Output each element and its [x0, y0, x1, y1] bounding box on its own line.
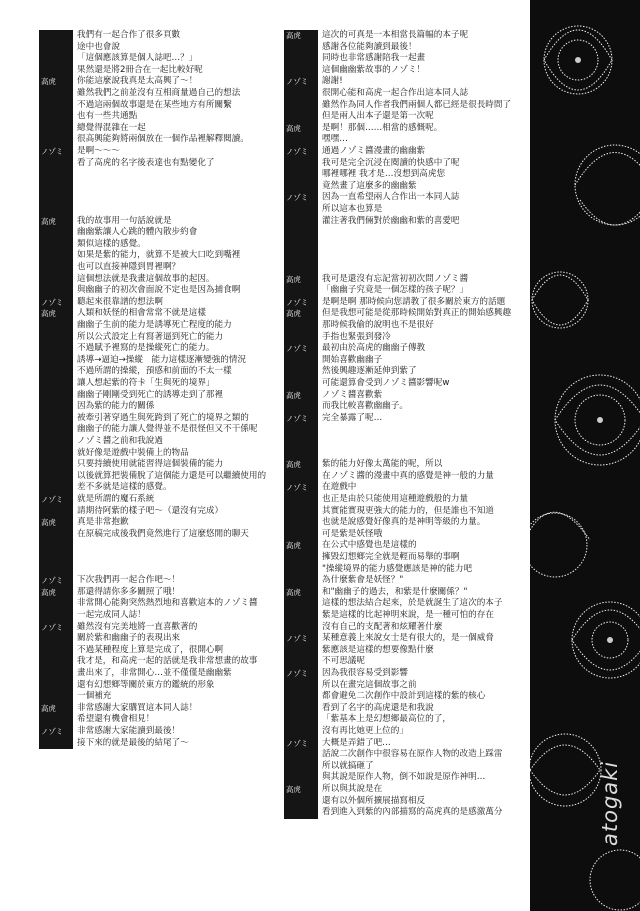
dialogue-line: 總覺得混雜在一起	[77, 122, 146, 133]
dialogue-line: 同時也非常感謝陪我一起畫	[322, 53, 426, 64]
speaker-label: 高虎	[41, 309, 56, 319]
dialogue-line: 下次我們再一起合作吧～！	[77, 575, 181, 586]
dialogue-line: 哪裡哪裡 我才是…沒想到高虎您	[322, 169, 446, 180]
dialogue-line: 途中也會說	[77, 41, 120, 52]
dialogue-line: 我可是還沒有忘記當初初次問ノゾミ醬	[322, 273, 469, 284]
dialogue-line: 大概是弄錯了吧…	[322, 737, 391, 748]
dialogue-column-right	[284, 30, 524, 819]
speaker-label: ノゾミ	[41, 727, 64, 736]
dialogue-line: 不過某種程度上算是完成了，很開心啊	[77, 644, 224, 655]
dialogue-line: 是啊是啊 那時候向您請教了很多關於東方的話題	[322, 296, 506, 307]
dialogue-line: 而我比較喜歡幽幽子。	[322, 401, 408, 412]
speaker-label: 高虎	[286, 390, 301, 400]
dialogue-line: 在ノゾミ醬的漫畫中真的感覺是神一般的力量	[322, 470, 494, 481]
dialogue-line: 與幽幽子的初次會面說不定也是因為捕食啊	[77, 285, 241, 296]
dialogue-line: 雖然沒有完美地將一直喜歡著的	[77, 621, 198, 632]
dialogue-line: 聽起來很靠譜的想法啊	[77, 296, 163, 307]
dialogue-line: 接下來的就是最後的結尾了～	[77, 737, 189, 748]
dialogue-line: 那時候我偷的說明也不是很好	[322, 320, 434, 330]
speaker-label: 高虎	[286, 541, 301, 551]
speaker-label: 高虎	[41, 518, 56, 528]
speaker-label: ノゾミ	[286, 77, 309, 87]
dialogue-line: "操縱境界的能力感覺應該是神的能力吧	[322, 563, 473, 574]
dialogue-line: 竟然畫了這麼多的幽幽紫	[322, 180, 417, 191]
speaker-label: ノゾミ	[286, 634, 309, 644]
dialogue-line: 你能這麼說我真是太高興了～！	[77, 76, 198, 87]
dialogue-column-left	[39, 30, 271, 749]
dialogue-line: 看到進入到紫的內部描寫的高虎真的是感激萬分	[322, 807, 503, 818]
dialogue-line: 畫出來了，非常開心…並不僅僅是幽幽紫	[77, 668, 232, 678]
floral-pattern-graphic	[530, 0, 640, 911]
dialogue-line: 謝謝!	[322, 76, 343, 87]
dialogue-line: 為什麼紫會是妖怪？"	[322, 575, 404, 586]
dialogue-line: 因為我很容易受到影響	[322, 668, 408, 678]
dialogue-line: 這樣的想法結合起來，於是就誕生了這次的本子	[322, 598, 503, 609]
dialogue-line: 所以與其說是在	[322, 784, 383, 794]
dialogue-line: 灌注著我們倆對於幽幽和紫的喜愛吧	[322, 215, 460, 226]
dialogue-line: 其實能實現更強大的能力的，但是誰也不知道	[322, 505, 494, 516]
dialogue-line: 不過這兩個故事還是在某些地方有所關繫	[77, 99, 232, 110]
dialogue-line: 也就是說感覺好像真的是神明等級的力量。	[322, 517, 486, 528]
dialogue-line: 不過賦予裡寫的是操縱死亡的能力。	[77, 343, 215, 354]
dialogue-line: 還有幻想鄉等關於東方的鑑統的形象	[77, 679, 215, 690]
dialogue-line: 也可以直接神隱到胃裡啊？	[77, 262, 181, 272]
dialogue-line: 非常開心能夠突然熱烈地和喜歡這本的ノゾミ醬	[77, 598, 258, 609]
dialogue-line: 這個想法就是我畫這個故事的起因。	[77, 273, 215, 284]
dialogue-line: 一起完成同人誌！	[77, 610, 146, 620]
dialogue-line: 但是我想可能是從那時候開始對真正的開始感興趣	[322, 308, 512, 319]
speaker-label: 高虎	[286, 587, 301, 597]
dialogue-line: 與其說是原作人物，倒不如說是原作神明…	[322, 772, 486, 783]
dialogue-line: 如果是紫的能力，就算不是被大口吃到嘴裡	[77, 250, 241, 261]
dialogue-line: 很開心能和高虎一起合作出這本同人誌	[322, 88, 469, 98]
dialogue-line: 是啊～～～	[77, 146, 120, 156]
speaker-label: ノゾミ	[41, 297, 64, 307]
dialogue-line: 然後興趣逐漸延伸到紫了	[322, 366, 417, 377]
dialogue-line: 但是兩人出本子還是第一次呢	[322, 111, 434, 122]
speaker-label: ノゾミ	[41, 147, 64, 156]
dialogue-line: 我可是完全沉浸在閱讀的快感中了呢	[322, 157, 460, 168]
dialogue-line: 「紫基本上是幻想鄉最高位的了，	[322, 714, 451, 725]
dialogue-line: 因為紫的能力的關係	[77, 401, 155, 412]
dialogue-line: 幽幽紫讓人心跳的體內散步約會	[77, 227, 198, 238]
speaker-label: ノゾミ	[286, 344, 309, 354]
dialogue-line: 可是紫是妖怪哦	[322, 528, 383, 539]
dialogue-line: 沒有再比她更上位的」	[322, 726, 408, 736]
dialogue-line: 那還得請你多多關照了哦！	[77, 586, 181, 597]
dialogue-line: 以後就算把裝備脫了這個能力還是可以繼續使用的	[77, 470, 267, 481]
dialogue-line: 誘導→逼迫→操縱 能力這樣逐漸變強的情況	[77, 354, 247, 365]
dialogue-line: 我們有一起合作了很多頁數	[77, 30, 181, 40]
dialogue-line: 關於紫和幽幽子的表現出來	[77, 633, 181, 644]
dialogue-line: 只要持續使用就能習得這個裝備的能力	[77, 459, 224, 470]
dialogue-line: 幽幽子生前的能力是誘導死亡程度的能力	[77, 320, 232, 330]
dialogue-line: 在遊戲中	[322, 482, 357, 493]
speaker-label: ノゾミ	[286, 669, 309, 678]
speaker-label: ノゾミ	[286, 483, 309, 493]
dialogue-line: 不可思議呢	[322, 656, 365, 667]
speaker-label: 高虎	[286, 785, 301, 794]
dialogue-line: 擁毀幻想鄉完全就是輕而易舉的事啊	[322, 552, 460, 562]
dialogue-line: 被牽引著穿過生與死跨到了死亡的境界之類的	[77, 412, 249, 423]
dialogue-line: 開始喜歡幽幽子	[322, 354, 383, 365]
dialogue-line: 差不多就是這樣的感覺。	[77, 482, 172, 493]
speaker-label: ノゾミ	[286, 193, 309, 203]
speaker-label: ノゾミ	[286, 297, 309, 307]
dialogue-line: 就好像是遊戲中裝備上的物品	[77, 447, 189, 458]
dialogue-line: 類似這樣的感覺。	[77, 238, 146, 249]
dialogue-line: 所以就搞砸了	[322, 760, 374, 771]
speaker-label: ノゾミ	[41, 622, 64, 632]
dialogue-line: 所以在畫完這個故事之前	[322, 679, 417, 690]
dialogue-line: 可能還算會受到ノゾミ醬影響呢w	[322, 378, 450, 388]
dialogue-line: ノゾミ醬之前和我說過	[77, 436, 163, 446]
dialogue-line: 通過ノゾミ醬漫畫的幽幽紫	[322, 146, 426, 156]
dialogue-line: 幽幽子的能力讓人覺得並不是很怪但又不干係呢	[77, 424, 258, 435]
dialogue-line: 這個幽幽紫故事的ノゾミ！	[322, 64, 426, 75]
speaker-label: 高虎	[41, 77, 56, 87]
dialogue-line: 這次的可真是一本相當長篇幅的本子呢	[322, 30, 469, 40]
afterword-label: atogaki	[598, 760, 622, 846]
dialogue-line: 「幽幽子究竟是一個怎樣的孩子呢？」	[322, 285, 469, 296]
speaker-label: ノゾミ	[286, 147, 309, 156]
dialogue-line: 看了高虎的名字後表達也有點變化了	[77, 157, 215, 168]
speaker-label: 高虎	[41, 587, 56, 597]
dialogue-line: 所以公式設定上有寫著逼到死亡的能力	[77, 331, 224, 342]
dialogue-line: 雖然作為同人作者我們兩個人都已經是很長時間了	[322, 99, 512, 110]
dialogue-line: 某種意義上來說女士是有很大的，是一個威脅	[322, 633, 494, 644]
dialogue-line: 手指也緊張到發冷	[322, 331, 391, 342]
dialogue-line: 紫的能力好像太萬能的呢，所以	[322, 459, 443, 470]
dialogue-line: 是啊！那個……相當的感慨呢。	[322, 122, 443, 133]
dialogue-line: 請期待阿紫的樣子吧～（還沒有完成）	[77, 505, 224, 516]
dialogue-line: 紫是這樣的比起神明來說，是一種可怕的存在	[322, 610, 494, 620]
dialogue-line: 都會避免二次創作中設計到這樣的紫的核心	[322, 691, 486, 702]
dialogue-line: 就是所謂的魔石系統	[77, 494, 155, 504]
dialogue-line: 雖然我們之前並沒有互相商量過自己的想法	[77, 88, 241, 98]
dialogue-line: 非常感謝大家購買這本同人誌！	[77, 702, 198, 713]
dialogue-line: 也有一些共通點	[77, 111, 138, 122]
speaker-label: ノゾミ	[286, 738, 309, 748]
dialogue-line: 在公式中感覺也是這樣的	[322, 540, 417, 551]
speaker-label: 高虎	[286, 31, 301, 40]
dialogue-line: 不過所謂的操縱，預感和前面的不太一樣	[77, 366, 232, 377]
dialogue-line: 所以這本也算是	[322, 204, 383, 214]
speaker-label: ノゾミ	[286, 413, 309, 423]
dialogue-line: 人類和妖怪的相會常常不就是這樣	[77, 308, 206, 319]
dialogue-line: 看到了名字的高虎還是和我說	[322, 702, 434, 713]
dialogue-line: 果然還是將2冊合在一起比較好呢	[77, 64, 203, 75]
floral-decor-panel	[530, 0, 640, 911]
speaker-label: ノゾミ	[41, 495, 64, 504]
dialogue-line: 話說二次創作中很容易在原作人物的改造上踩雷	[322, 749, 503, 760]
dialogue-line: 還有以外個所擴展描寫相反	[322, 795, 426, 806]
dialogue-line: 真是非常抱歉	[77, 517, 129, 528]
speaker-label: 高虎	[286, 123, 301, 133]
speaker-label: 高虎	[41, 216, 56, 226]
dialogue-line: 沒有自己的支配著和炫耀著什麼	[322, 621, 443, 632]
speaker-strip	[39, 30, 73, 749]
dialogue-line: 希望還有機會相見！	[77, 714, 155, 725]
dialogue-line: 讓人想起紫的符卡「生與死的境界」	[77, 378, 215, 388]
dialogue-line: 非常感謝大家能讀到最後！	[77, 726, 181, 736]
dialogue-line: 最初由於高虎的幽幽子傳教	[322, 343, 426, 354]
dialogue-line: 很高興能夠將兩個放在一個作品裡解釋閱讀。	[77, 134, 249, 145]
dialogue-line: 幽幽子剛剛受到死亡的誘導走到了那裡	[77, 389, 224, 400]
speaker-label: 高虎	[286, 460, 301, 470]
speaker-label: 高虎	[286, 309, 301, 319]
dialogue-line: 和"幽幽子的過去，和紫是什麼關係？"	[322, 586, 468, 597]
speaker-label: 高虎	[41, 703, 56, 713]
dialogue-line: 「這個應該算是個人誌吧…？」	[77, 53, 198, 64]
dialogue-line: 也正是由於只能使用這種遊戲般的力量	[322, 494, 469, 504]
speaker-label: ノゾミ	[41, 576, 64, 586]
dialogue-line: 嘿嘿…	[322, 134, 348, 145]
dialogue-line: 一個補充	[77, 691, 112, 702]
dialogue-line: 完全暴露了呢…	[322, 412, 383, 423]
dialogue-line: 因為一直希望兩人合作出一本同人誌	[322, 192, 460, 203]
dialogue-line: 感謝各位能夠讀到最後！	[322, 41, 417, 52]
dialogue-line: ノゾミ醬喜歡紫	[322, 389, 383, 400]
dialogue-line: 我才是，和高虎一起的話就是我非常想畫的故事	[77, 656, 258, 667]
dialogue-line: 我的故事用一句話說就是	[77, 215, 172, 226]
speaker-label: 高虎	[286, 274, 301, 284]
dialogue-line: 紫應該是這樣的想要像點什麼	[322, 644, 434, 655]
dialogue-line: 在原稿完成後我們竟然進行了這麼悠閒的聊天	[77, 528, 249, 539]
